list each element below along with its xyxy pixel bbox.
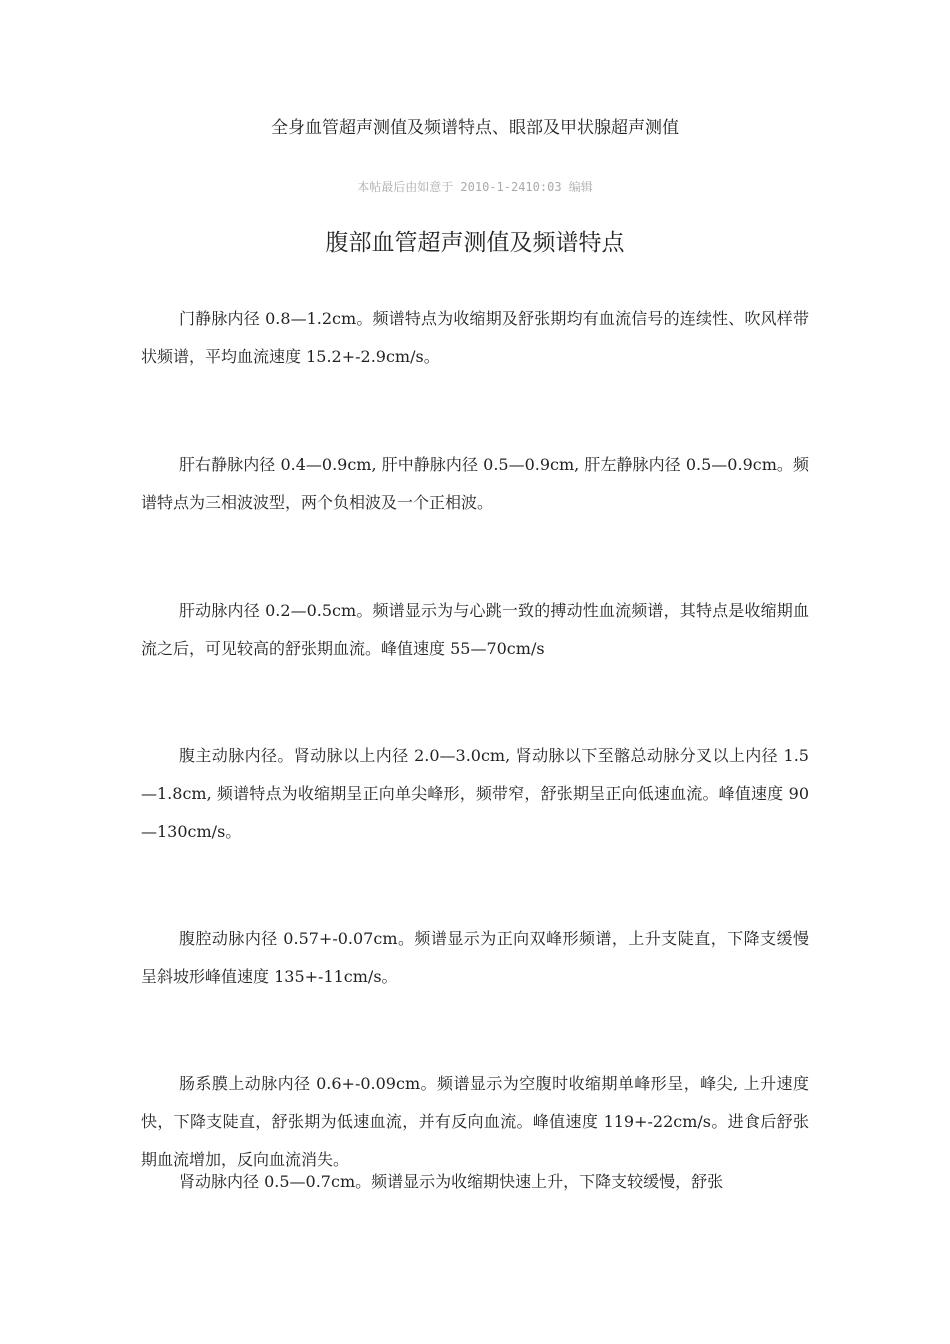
paragraph-superior-mesenteric-artery: 肠系膜上动脉内径 0.6+-0.09cm。频谱显示为空腹时收缩期单峰形呈，峰尖, 上升速度快，下降支陡直，舒张期为低速血流，并有反向血流。峰值速度 119+-22cm/s。进食后舒张期血流增加，反向血流消失。: [141, 1074, 809, 1169]
paragraph-hepatic-veins: 肝右静脉内径 0.4—0.9cm, 肝中静脉内径 0.5—0.9cm, 肝左静脉内径 0.5—0.9cm。频谱特点为三相波波型，两个负相波及一个正相波。: [141, 455, 809, 512]
document-title: 全身血管超声测值及频谱特点、眼部及甲状腺超声测值: [271, 118, 679, 138]
paragraph-hepatic-artery: 肝动脉内径 0.2—0.5cm。频谱显示为与心跳一致的搏动性血流频谱，其特点是收缩期血流之后，可见较高的舒张期血流。峰值速度 55—70cm/s: [141, 601, 809, 658]
paragraph-abdominal-aorta: 腹主动脉内径。肾动脉以上内径 2.0—3.0cm, 肾动脉以下至髂总动脉分叉以上内径 1.5—1.8cm, 频谱特点为收缩期呈正向单尖峰形，频带窄，舒张期呈正向低速血流。峰值速度 90—130cm/s。: [141, 746, 809, 841]
section-title: 腹部血管超声测值及频谱特点: [325, 230, 625, 256]
paragraph-portal-vein: 门静脉内径 0.8—1.2cm。频谱特点为收缩期及舒张期均有血流信号的连续性、吹风样带状频谱，平均血流速度 15.2+-2.9cm/s。: [141, 309, 809, 366]
paragraph-renal-artery: 肾动脉内径 0.5—0.7cm。频谱显示为收缩期快速上升，下降支较缓慢，舒张: [179, 1172, 724, 1191]
paragraph-celiac-artery: 腹腔动脉内径 0.57+-0.07cm。频谱显示为正向双峰形频谱，上升支陡直，下降支缓慢呈斜坡形峰值速度 135+-11cm/s。: [141, 929, 809, 986]
edit-note: 本帖最后由如意于 2010-1-2410:03 编辑: [357, 180, 593, 194]
